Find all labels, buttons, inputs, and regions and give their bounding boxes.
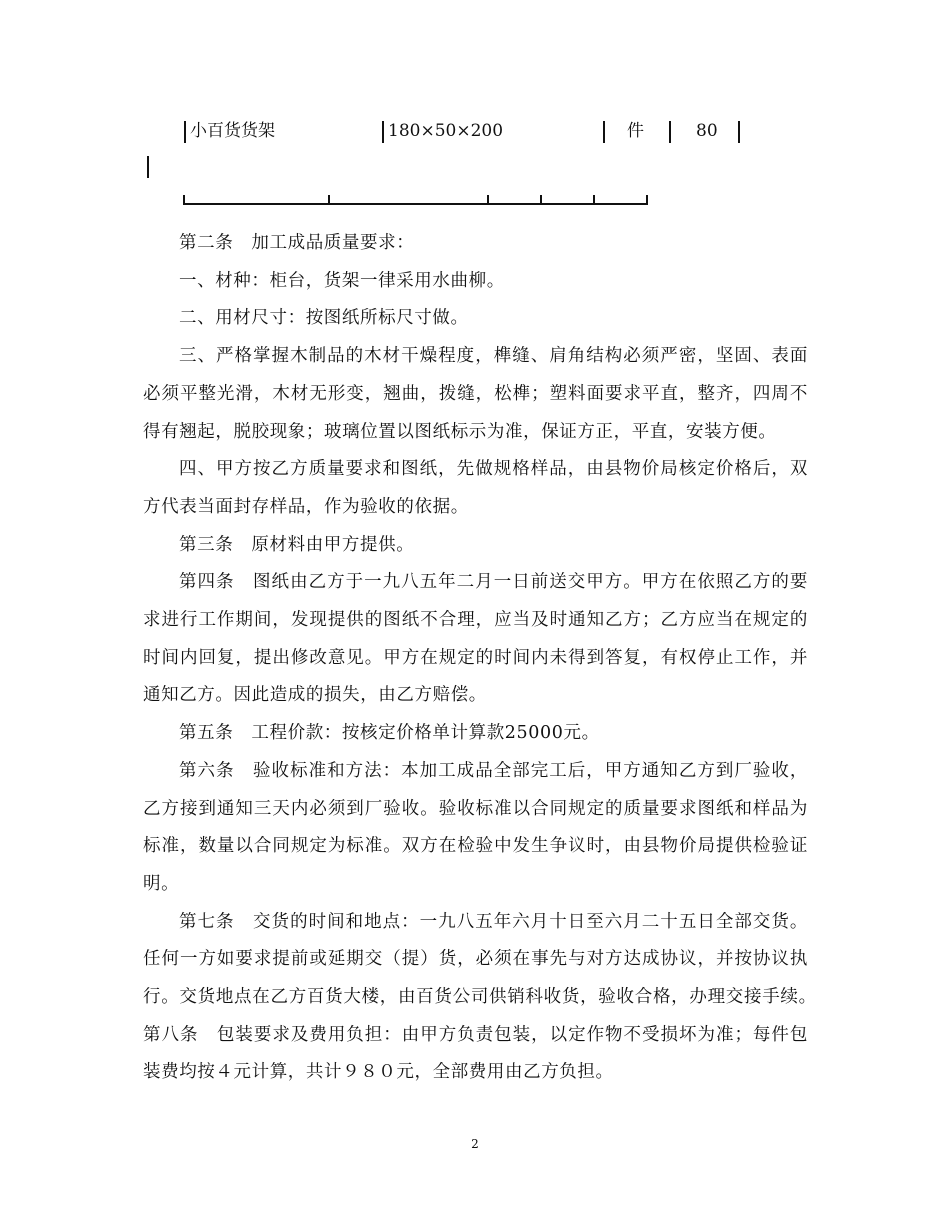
page-number: 2 bbox=[471, 1137, 479, 1151]
contract-body bbox=[143, 225, 827, 1092]
table-border bbox=[540, 195, 542, 204]
paragraph: 一、材种：柜台，货架一律采用水曲柳。 bbox=[179, 270, 505, 291]
table-cell-name: 小百货货架 bbox=[190, 121, 275, 141]
table-bottom-border bbox=[183, 203, 648, 205]
paragraph: 第六条 验收标准和方法：本加工成品全部完工后，甲方通知乙方到厂验收，乙方接到通知三天内必须到厂验收。验收标准以合同规定的质量要求图纸和样品为标准，数量以合同规定为标准。双方在检验中发生争议时，由县物价局提供检验证明。 bbox=[143, 760, 808, 894]
paragraph: 第五条 工程价款：按核定价格单计算款25000元。 bbox=[179, 723, 600, 744]
paragraph: 第三条 原材料由甲方提供。 bbox=[179, 534, 415, 555]
paragraph: 第七条 交货的时间和地点：一九八五年六月十日至六月二十五日全部交货。任何一方如要求提前或延期交（提）货，必须在事先与对方达成协议，并按协议执行。交货地点在乙方百货大楼，由百货公司供销科收货，验收合格，办理交接手续。 第八条 包装要求及费用负担：由甲方负责包装，以定作物不受损坏为准；每件包装费均按４元计算，共计９８０元，全部费用由乙方负担。 bbox=[143, 911, 827, 1083]
table-border bbox=[183, 195, 185, 204]
paragraph: 二、用材尺寸：按图纸所标尺寸做。 bbox=[179, 308, 469, 329]
table-cell-unit: 件 bbox=[627, 121, 644, 141]
table-border bbox=[593, 195, 595, 204]
paragraph: 四、甲方按乙方质量要求和图纸，先做规格样品，由县物价局核定价格后，双方代表当面封存样品，作为验收的依据。 bbox=[143, 459, 808, 517]
table-cell-spec: 180×50×200 bbox=[388, 121, 504, 141]
table-border bbox=[669, 121, 671, 143]
table-cell-quantity: 80 bbox=[696, 121, 718, 141]
table-border bbox=[147, 156, 149, 178]
table-border bbox=[487, 195, 489, 204]
table-border bbox=[328, 195, 330, 204]
paragraph: 第二条 加工成品质量要求： bbox=[179, 233, 415, 253]
paragraph: 第四条 图纸由乙方于一九八五年二月一日前送交甲方。甲方在依照乙方的要求进行工作期间，发现提供的图纸不合理，应当及时通知乙方；乙方应当在规定的时间内回复，提出修改意见。甲方在规定的时间内未得到答复，有权停止工作，并通知乙方。因此造成的损失，由乙方赔偿。 bbox=[143, 572, 808, 706]
table-border bbox=[382, 121, 384, 143]
table-border bbox=[603, 121, 605, 143]
table-border bbox=[184, 121, 186, 143]
table-border bbox=[738, 121, 740, 143]
paragraph: 三、严格掌握木制品的木材干燥程度，榫缝、肩角结构必须严密，坚固、表面必须平整光滑，木材无形变，翘曲，拨缝，松榫；塑料面要求平直，整齐，四周不得有翘起，脱胶现象；玻璃位置以图纸标示为准，保证方正，平直，安装方便。 bbox=[143, 346, 808, 442]
table-border bbox=[646, 195, 648, 204]
